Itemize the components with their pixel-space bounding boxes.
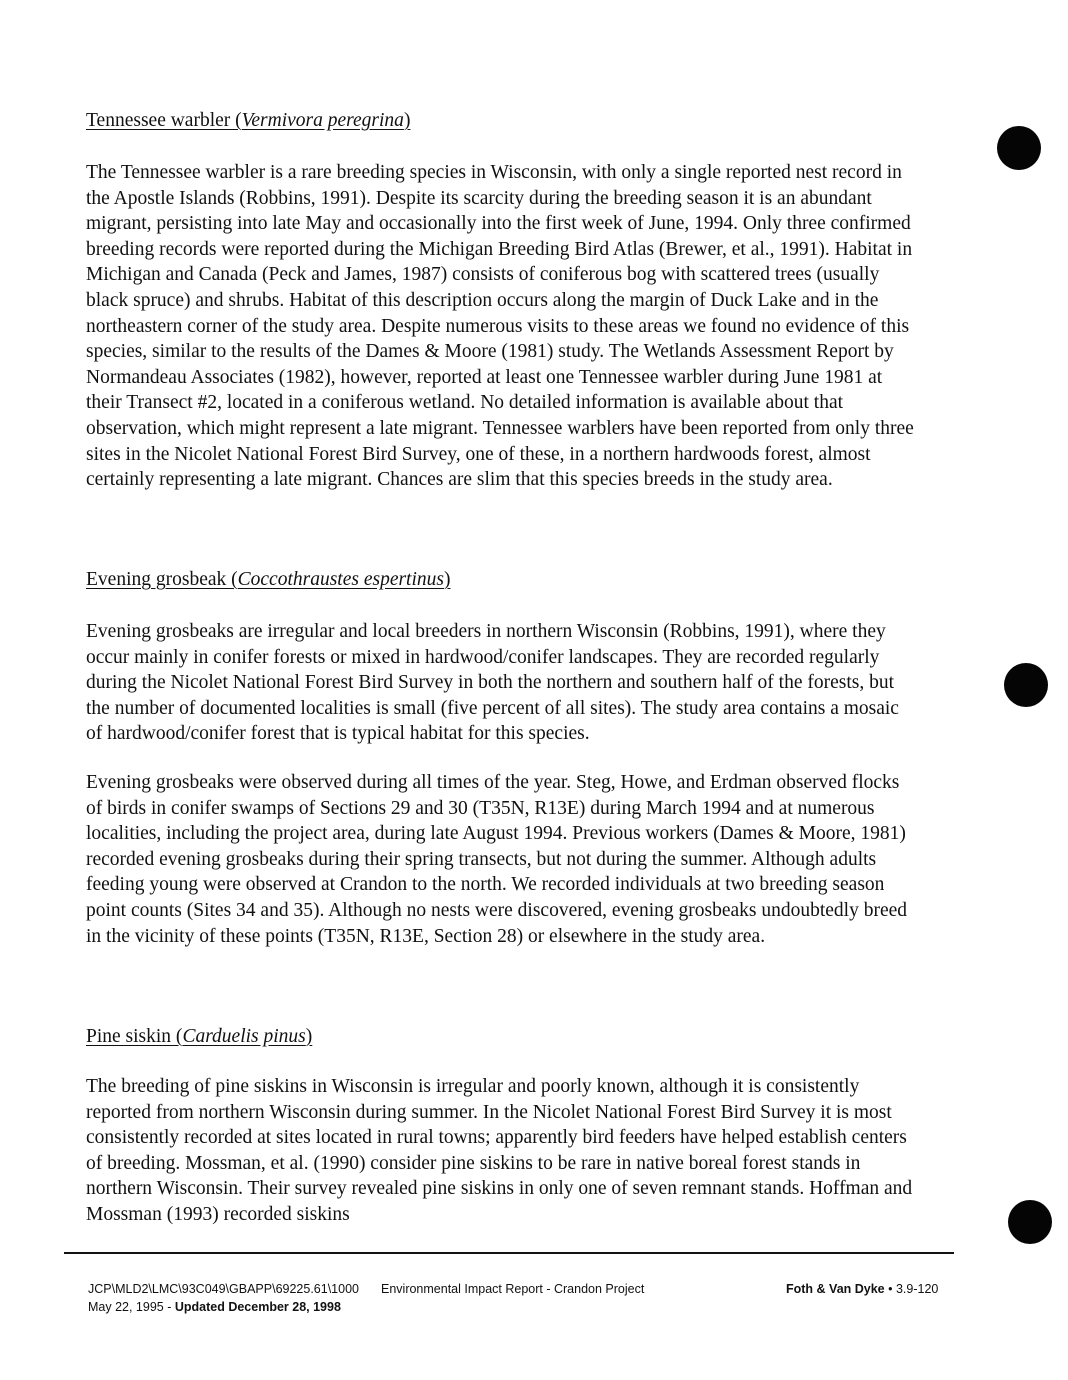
footer-rule	[64, 1252, 954, 1254]
section-heading: Tennessee warbler (Vermivora peregrina)	[86, 110, 411, 131]
paragraph: The Tennessee warbler is a rare breeding species in Wisconsin, with only a single reported nest record in the Apostle Islands (Robbins, 1991). Despite its scarcity during the breeding season it is an abundant migrant, persisting into late May and occasionally into the first week of June, 1994. Only three confirmed breeding records were reported during the Michigan Breeding Bird Atlas (Brewer, et al., 1991). Habitat in Michigan and Canada (Peck and James, 1987) consists of coniferous bog with scattered trees (usually black spruce) and shrubs. Habitat of this description occurs along the margin of Duck Lake and in the northeastern corner of the study area. Despite numerous visits to these areas we found no evidence of this species, similar to the results of the Dames & Moore (1981) study. The Wetlands Assessment Report by Normandeau Associates (1982), however, reported at least one Tennessee warbler during June 1981 at their Transect #2, located in a coniferous wetland. No detailed information is available about that observation, which might represent a late migrant. Tennessee warblers have been reported from only three sites in the Nicolet National Forest Bird Survey, one of these, in a northern hardwoods forest, almost certainly representing a late migrant. Chances are slim that this species breeds in the study area.	[86, 162, 914, 491]
section-evening-grosbeak	[86, 567, 916, 949]
footer-company: Foth & Van Dyke	[786, 1282, 885, 1296]
footer-file-path: JCP\MLD2\LMC\93C049\GBAPP\69225.61\1000	[88, 1282, 359, 1296]
paragraph: The breeding of pine siskins in Wisconsin is irregular and poorly known, although it is consistently reported from northern Wisconsin during summer. In the Nicolet National Forest Bird Survey it is most consistently recorded at sites located in rural towns; apparently bird feeders have helped establish centers of breeding. Mossman, et al. (1990) consider pine siskins to be rare in native boreal forest stands in northern Wisconsin. Their survey revealed pine siskins in only one of seven remnant stands. Hoffman and Mossman (1993) recorded siskins	[86, 1076, 913, 1225]
paragraph: Evening grosbeaks were observed during all times of the year. Steg, Howe, and Erdman observed flocks of birds in conifer swamps of Sections 29 and 30 (T35N, R13E) during March 1994 and at numerous localities, including the project area, during late August 1994. Previous workers (Dames & Moore, 1981) recorded evening grosbeaks during their spring transects, but not during the summer. Although adults feeding young were observed at Crandon to the north. We recorded individuals at two breeding season point counts (Sites 34 and 35). Although no nests were discovered, evening grosbeaks undoubtedly breed in the vicinity of these points (T35N, R13E, Section 28) or elsewhere in the study area.	[86, 771, 908, 947]
footer-report-title: Environmental Impact Report - Crandon Project	[381, 1282, 645, 1296]
footer-page-number: 3.9-120	[895, 1282, 939, 1296]
latin-name: Coccothraustes espertinus	[237, 569, 444, 590]
footer-page-label: Foth & Van Dyke • 3.9-120	[786, 1282, 939, 1296]
footer-date: May 22, 1995 - Updated December 28, 1998	[88, 1300, 341, 1314]
section-heading: Pine siskin (Carduelis pinus)	[86, 1026, 313, 1047]
section-pine-siskin	[86, 1024, 916, 1228]
section-tennessee-warbler	[86, 108, 916, 493]
latin-name: Vermivora peregrina	[241, 110, 404, 131]
latin-name: Carduelis pinus	[182, 1026, 306, 1047]
paragraph: Evening grosbeaks are irregular and local breeders in northern Wisconsin (Robbins, 1991), where they occur mainly in conifer forests or mixed in hardwood/conifer landscapes. They are recorded regularly during the Nicolet National Forest Bird Survey in both the northern and southern half of the forests, but the number of documented localities is small (five percent of all sites). The study area contains a mosaic of hardwood/conifer forest that is typical habitat for this species.	[86, 621, 899, 745]
section-heading: Evening grosbeak (Coccothraustes espertinus)	[86, 569, 451, 590]
punch-hole	[997, 126, 1041, 170]
punch-hole	[1008, 1200, 1052, 1244]
punch-hole	[1004, 663, 1048, 707]
footer-updated-date: Updated December 28, 1998	[174, 1300, 341, 1314]
